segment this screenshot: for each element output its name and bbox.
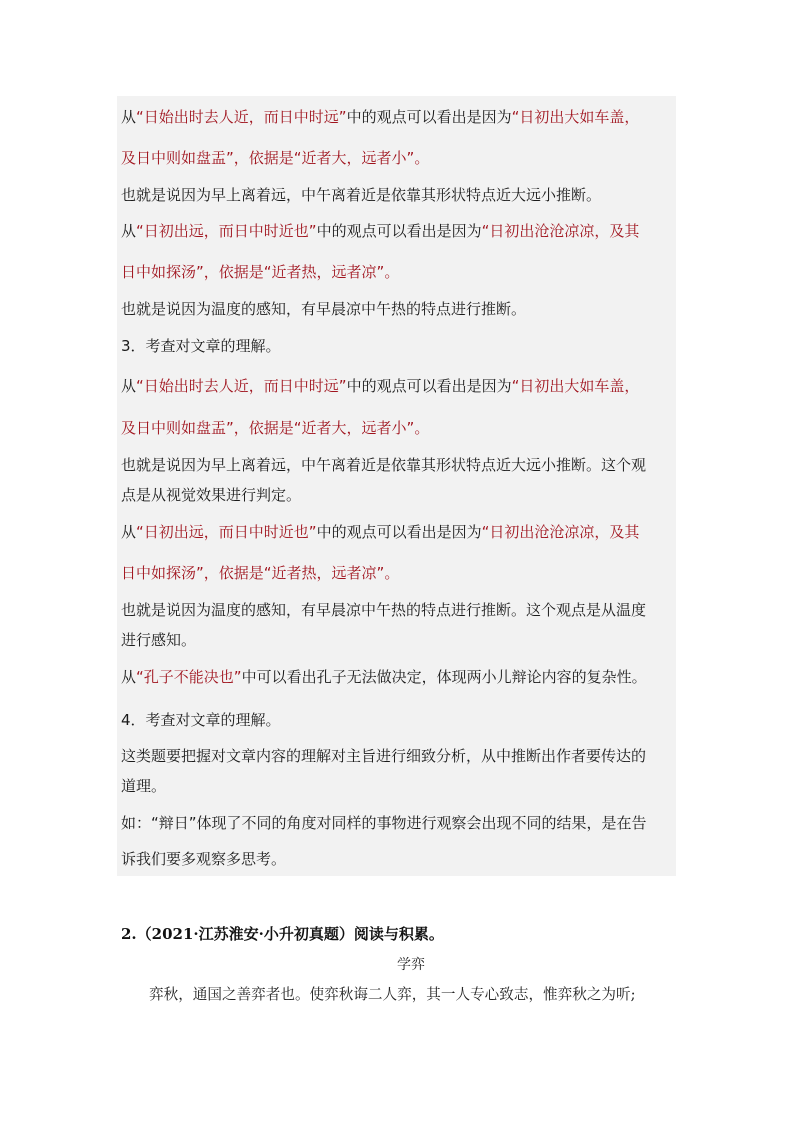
analysis-line-21: 诉我们要多观察多思考。 [121, 850, 287, 868]
analysis-line-14: 也就是说因为温度的感知，有早晨凉中午热的特点进行推断。这个观点是从温度 [121, 601, 647, 619]
analysis-line-4: 从“日初出远，而日中时近也”中的观点可以看出是因为“日初出沧沧凉凉，及其 [121, 222, 640, 240]
analysis-line-3: 也就是说因为早上离着远，中午离着近是依靠其形状特点近大远小推断。 [121, 186, 602, 204]
analysis-line-15: 进行感知。 [121, 631, 197, 649]
analysis-line-6: 也就是说因为温度的感知，有早晨凉中午热的特点进行推断。 [121, 300, 527, 318]
analysis-line-9: 及日中则如盘盂”，依据是“近者大，远者小”。 [121, 419, 430, 437]
analysis-line-16: 从“孔子不能决也”中可以看出孔子无法做决定，体现两小儿辩论内容的复杂性。 [121, 668, 647, 686]
analysis-line-10: 也就是说因为早上离着远，中午离着近是依靠其形状特点近大远小推断。这个观 [121, 456, 647, 474]
analysis-line-12: 从“日初出远，而日中时近也”中的观点可以看出是因为“日初出沧沧凉凉，及其 [121, 523, 640, 541]
analysis-line-8: 从“日始出时去人近，而日中时远”中的观点可以看出是因为“日初出大如车盖， [121, 377, 640, 395]
analysis-line-2: 及日中则如盘盂”，依据是“近者大，远者小”。 [121, 149, 430, 167]
passage-line: 弈秋，通国之善弈者也。使弈秋诲二人弈，其一人专心致志，惟弈秋之为听; [149, 986, 636, 1003]
analysis-line-19: 道理。 [121, 777, 167, 795]
analysis-line-18: 这类题要把握对文章内容的理解对主旨进行细致分析，从中推断出作者要传达的 [121, 747, 647, 765]
analysis-item-4-heading: 4．考查对文章的理解。 [121, 711, 281, 729]
analysis-line-11: 点是从视觉效果进行判定。 [121, 486, 302, 504]
analysis-line-1: 从“日始出时去人近，而日中时远”中的观点可以看出是因为“日初出大如车盖， [121, 108, 640, 126]
question-heading: 2.（2021·江苏淮安·小升初真题）阅读与积累。 [121, 925, 444, 943]
analysis-item-3-heading: 3．考查对文章的理解。 [121, 337, 281, 355]
analysis-line-5: 日中如探汤”，依据是“近者热，远者凉”。 [121, 263, 400, 281]
analysis-line-20: 如：“辩日”体现了不同的角度对同样的事物进行观察会出现不同的结果，是在告 [121, 814, 647, 832]
analysis-line-13: 日中如探汤”，依据是“近者热，远者凉”。 [121, 564, 400, 582]
passage-title: 学弈 [397, 957, 425, 973]
